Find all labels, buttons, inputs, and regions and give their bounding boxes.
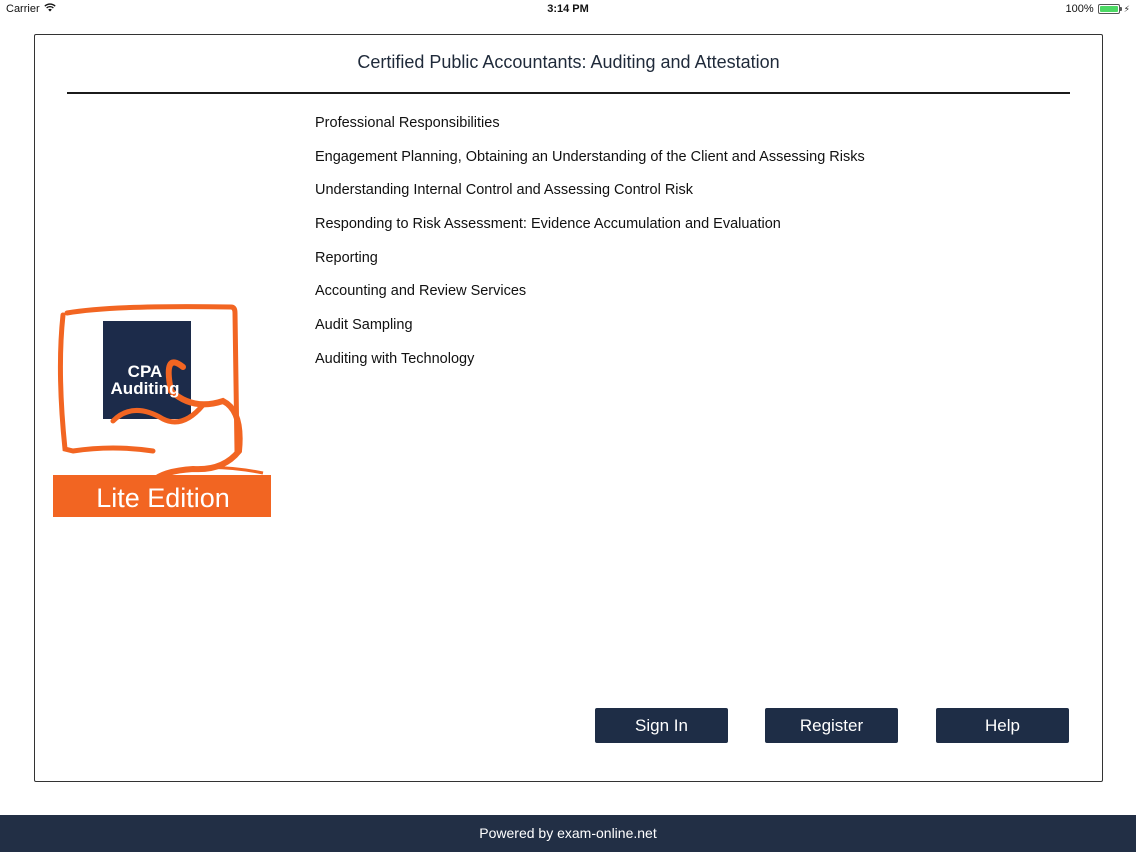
footer	[0, 815, 1136, 852]
battery-percent: 100%	[1065, 3, 1094, 15]
topic-item-internal-control[interactable]: Understanding Internal Control and Assessing Control Risk	[315, 182, 694, 199]
status-bar	[0, 0, 1136, 18]
topic-item-engagement-planning[interactable]: Engagement Planning, Obtaining an Understanding of the Client and Assessing Risks	[315, 148, 865, 165]
topic-list	[315, 113, 865, 383]
topic-item-audit-sampling[interactable]: Audit Sampling	[315, 317, 413, 334]
topic-item-accounting-review[interactable]: Accounting and Review Services	[315, 283, 527, 300]
topic-item-reporting[interactable]: Reporting	[315, 249, 378, 266]
sign-in-button[interactable]: Sign In	[595, 708, 728, 743]
help-button[interactable]: Help	[936, 708, 1069, 743]
main-panel	[34, 34, 1103, 782]
carrier-label: Carrier	[6, 3, 40, 15]
logo-line-cpa: CPA	[127, 362, 163, 381]
footer-text: Powered by exam-online.net	[479, 825, 657, 841]
app-logo	[53, 301, 275, 521]
battery-fill	[1100, 6, 1118, 12]
topic-item-auditing-technology[interactable]: Auditing with Technology	[315, 350, 475, 367]
page-title: Certified Public Accountants: Auditing and Attestation	[357, 52, 780, 72]
status-right	[1066, 3, 1130, 15]
topic-item-professional-responsibilities[interactable]: Professional Responsibilities	[315, 115, 500, 131]
register-button[interactable]: Register	[765, 708, 898, 743]
status-time: 3:14 PM	[547, 3, 589, 15]
logo-title	[109, 363, 181, 397]
logo-line-auditing: Auditing	[110, 379, 180, 398]
charging-bolt-icon: ⚡	[1123, 3, 1130, 14]
logo-banner: Lite Edition	[96, 483, 230, 513]
topic-item-risk-assessment[interactable]: Responding to Risk Assessment: Evidence Accumulation and Evaluation	[315, 216, 781, 233]
battery-icon	[1098, 4, 1120, 14]
title-divider	[67, 92, 1070, 94]
